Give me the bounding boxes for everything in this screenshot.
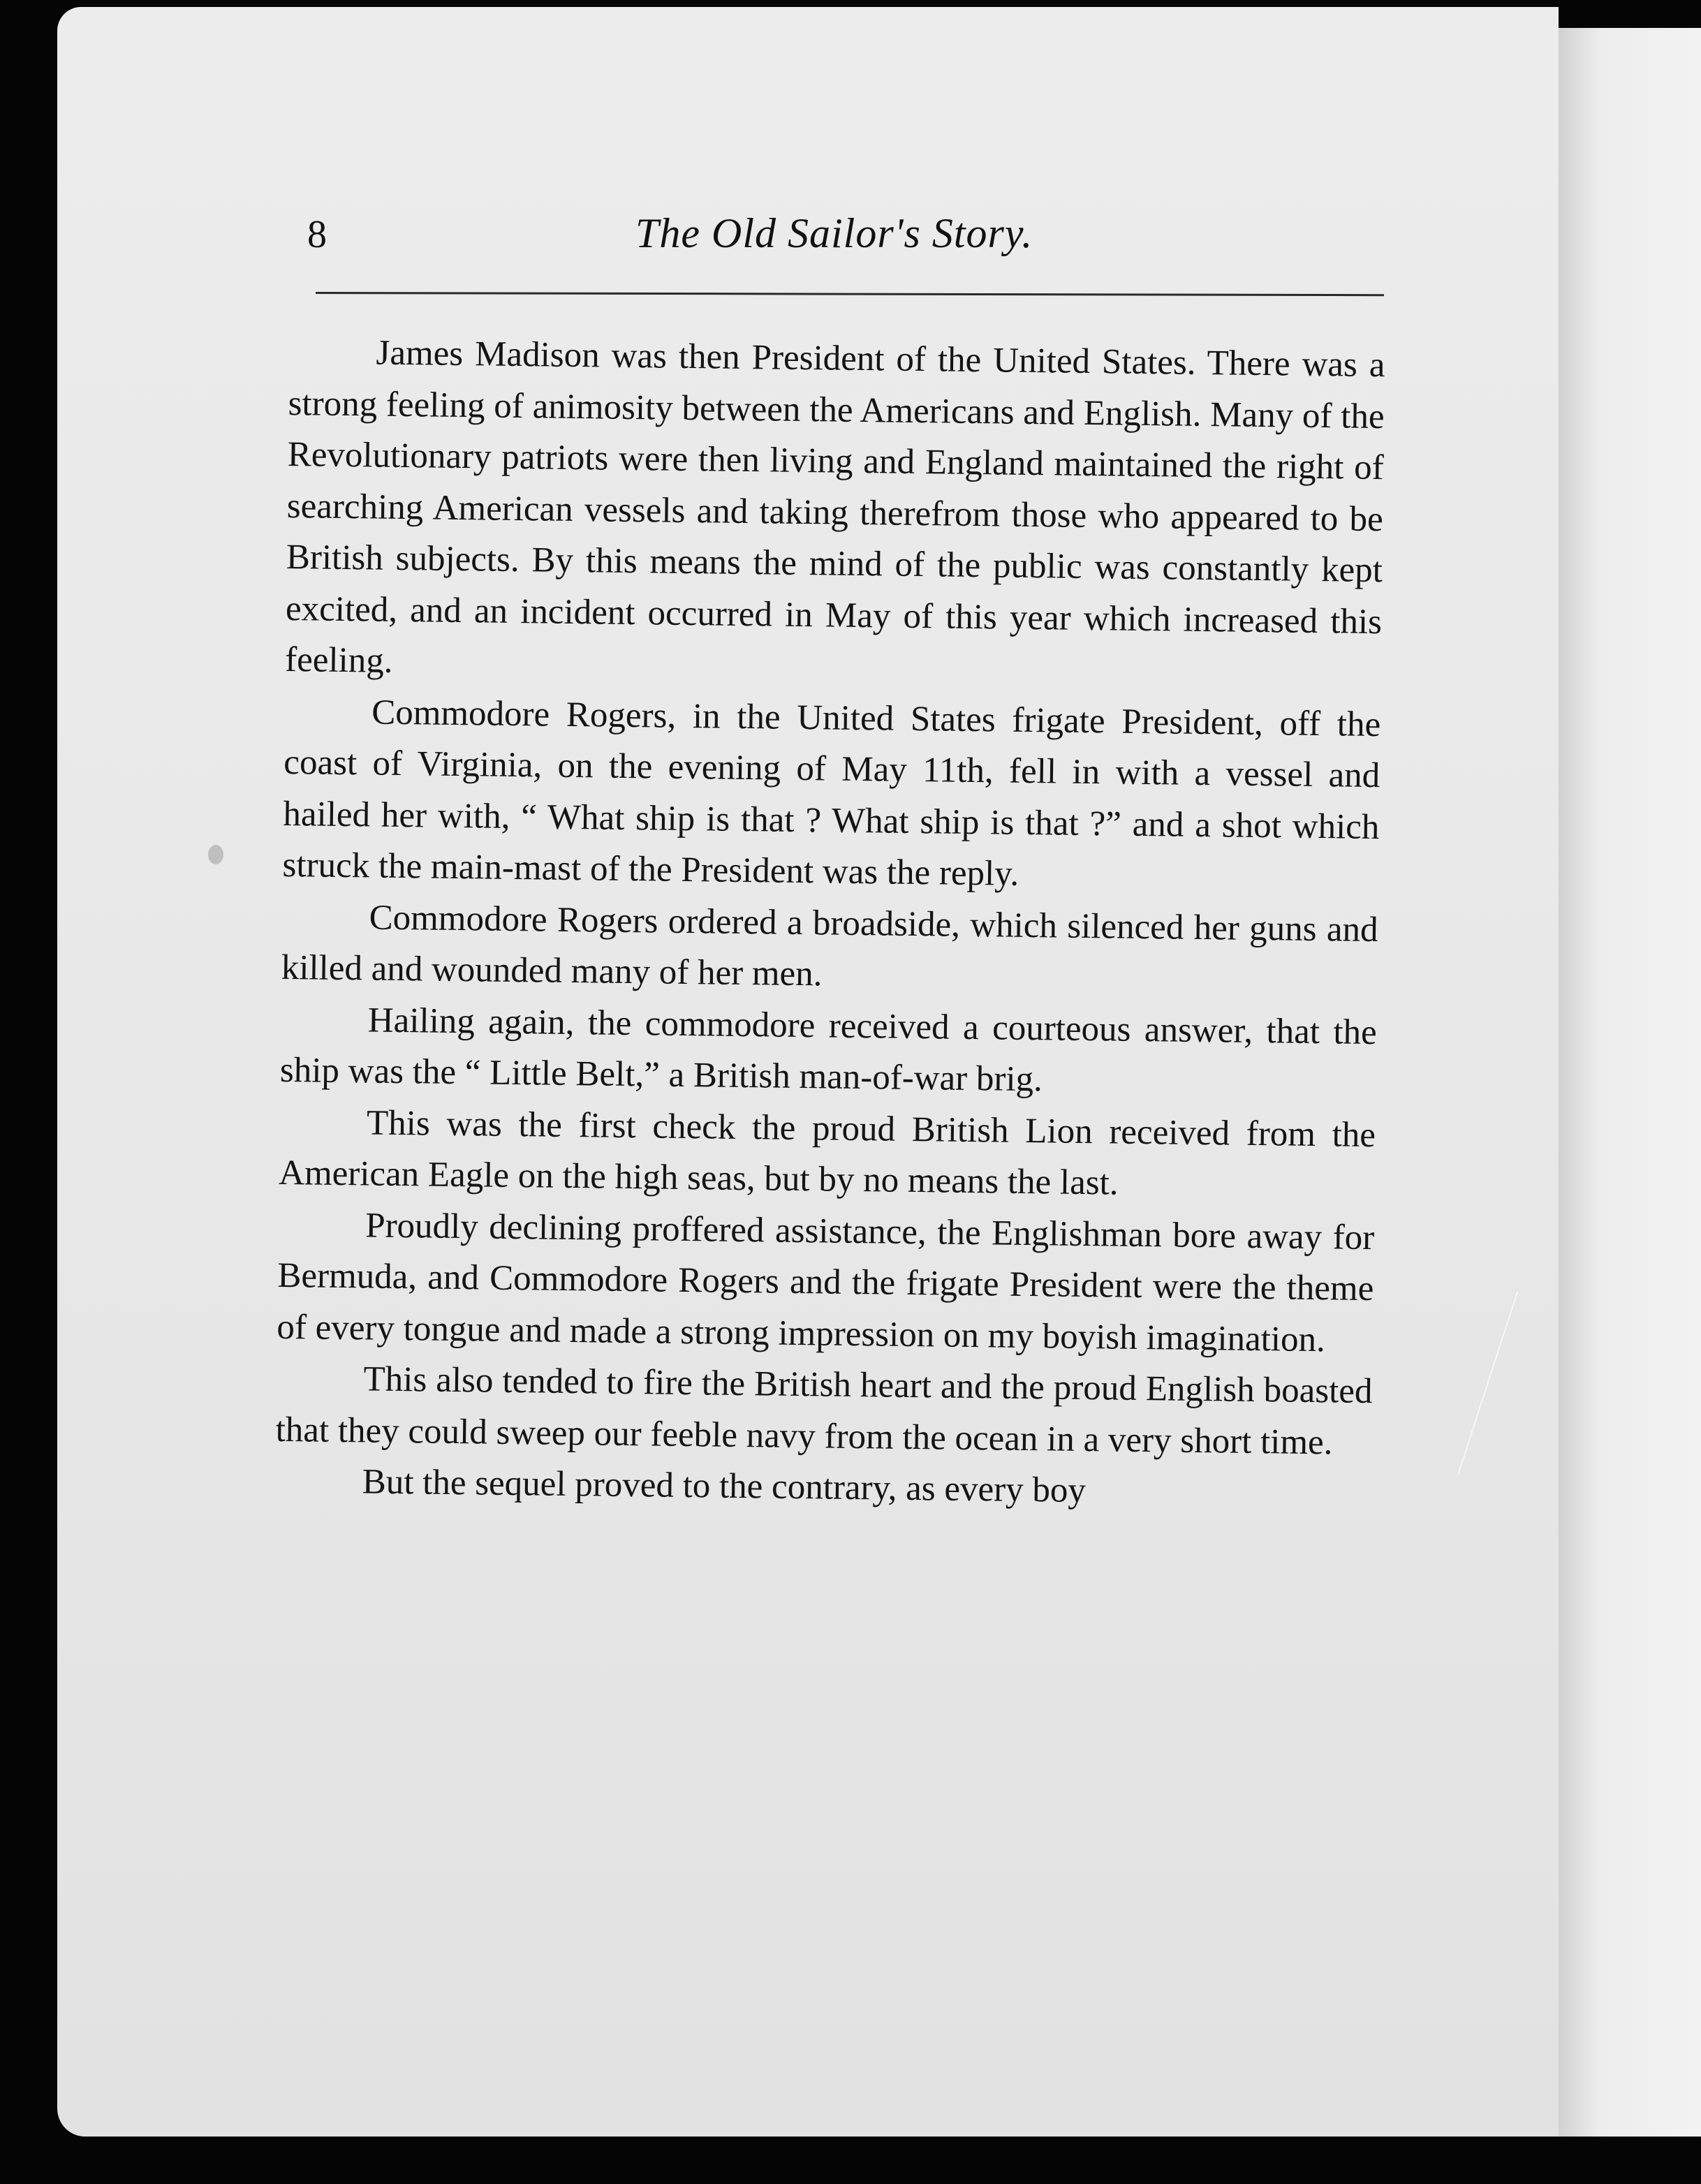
page-number: 8 (307, 213, 327, 256)
running-header (0, 209, 1701, 265)
paragraph: Commodore Rogers ordered a broadside, which silenced her guns and killed and wounded many of her men. (281, 897, 1378, 994)
paragraph: James Madison was then President of the United States. There was a strong feeling of animosity between the Americans and English. Many of the Revolutionary patriots were then living and England maintained the right of searching American vessels and taking therefrom those who appeared to be British subjects. By this means the mind of the public was constantly kept excited, and an incident occurred in May of this year which increased this feeling. (284, 333, 1385, 681)
paragraph: Hailing again, the commodore received a courteous answer, that the ship was the “ Little Belt,” a British man-of-war brig. (279, 1000, 1378, 1100)
paragraph: This also tended to fire the British heart and the proud English boasted that they could sweep our feeble navy from the ocean in a very short time. (275, 1359, 1373, 1462)
paragraph: Proudly declining proffered assistance, the Englishman bore away for Bermuda, and Commodore Rogers and the frigate President were the theme of every tongue and made a strong impression on my boyish imagination. (277, 1205, 1375, 1359)
paragraph: This was the first check the proud British Lion received from the American Eagle on the high seas, but by no means the last. (278, 1102, 1376, 1203)
body-text (274, 327, 1385, 1521)
paragraph: Commodore Rogers, in the United States frigate President, off the coast of Virginia, on the evening of May 11th, fell in with a vessel and hailed her with, “ What ship is that ? What ship is that ?” and a shot which struck the main-mast of the President was the reply. (282, 692, 1381, 894)
page-smudge (208, 845, 223, 864)
running-title: The Old Sailor's Story. (635, 210, 1033, 256)
paragraph: But the sequel proved to the contrary, as every boy (362, 1462, 1087, 1511)
adjacent-page-edge (1556, 28, 1701, 2137)
